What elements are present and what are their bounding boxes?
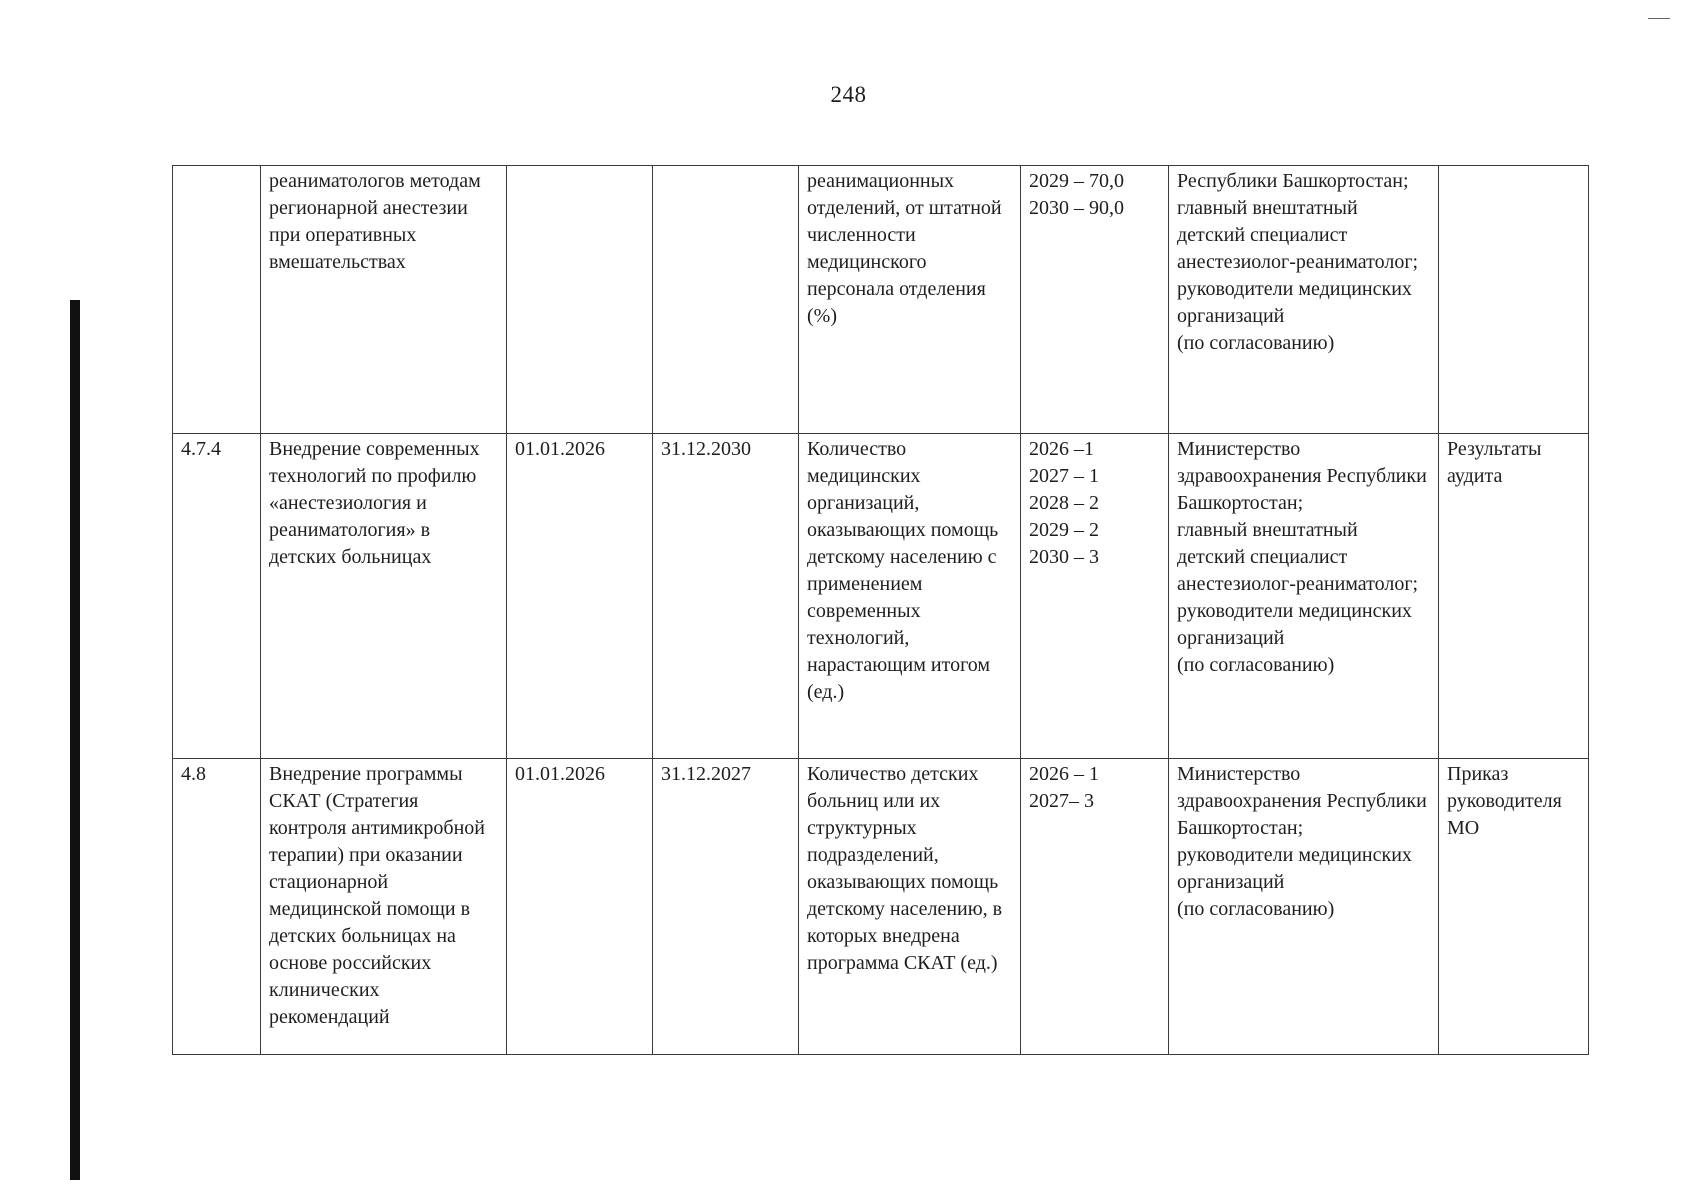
cell-start-date: 01.01.2026: [507, 759, 653, 1055]
cell-indicator: реанимационных отделений, от штатной численности медицинского персонала отделения (%): [799, 166, 1021, 434]
cell-values: 2026 –1 2027 – 1 2028 – 2 2029 – 2 2030 – 3: [1021, 434, 1169, 759]
cell-responsible: Министерство здравоохранения Республики Башкортостан; главный внештатный детский специалист анестезиолог-реаниматолог; руководители медицинских организаций (по согласованию): [1169, 434, 1439, 759]
cell-activity: Внедрение современных технологий по профилю «анестезиология и реаниматология» в детских больницах: [261, 434, 507, 759]
cell-activity: Внедрение программы СКАТ (Стратегия контроля антимикробной терапии) при оказании стационарной медицинской помощи в детских больницах на основе российских клинических рекомендаций: [261, 759, 507, 1055]
scan-edge-bar: [70, 300, 80, 1180]
cell-number: [173, 166, 261, 434]
cell-result: Результаты аудита: [1439, 434, 1589, 759]
cell-responsible: Республики Башкортостан; главный внештатный детский специалист анестезиолог-реаниматолог; руководители медицинских организаций (по согласованию): [1169, 166, 1439, 434]
cell-end-date: 31.12.2030: [653, 434, 799, 759]
cell-result: Приказ руководителя МО: [1439, 759, 1589, 1055]
cell-values: 2026 – 1 2027– 3: [1021, 759, 1169, 1055]
cell-values: 2029 – 70,0 2030 – 90,0: [1021, 166, 1169, 434]
scan-corner-mark: [1648, 18, 1670, 19]
cell-activity: реаниматологов методам регионарной анестезии при оперативных вмешательствах: [261, 166, 507, 434]
cell-result: [1439, 166, 1589, 434]
page-number: 248: [830, 82, 867, 107]
table-row: [173, 166, 1589, 434]
cell-indicator: Количество детских больниц или их структурных подразделений, оказывающих помощь детскому населению, в которых внедрена программа СКАТ (ед.): [799, 759, 1021, 1055]
table-row: [173, 434, 1589, 759]
cell-number: 4.8: [173, 759, 261, 1055]
cell-responsible: Министерство здравоохранения Республики Башкортостан; руководители медицинских организаций (по согласованию): [1169, 759, 1439, 1055]
cell-start-date: [507, 166, 653, 434]
table-row: [173, 759, 1589, 1055]
activity-table: [172, 165, 1589, 1055]
cell-number: 4.7.4: [173, 434, 261, 759]
cell-end-date: [653, 166, 799, 434]
cell-start-date: 01.01.2026: [507, 434, 653, 759]
cell-end-date: 31.12.2027: [653, 759, 799, 1055]
cell-indicator: Количество медицинских организаций, оказывающих помощь детскому населению с применением современных технологий, нарастающим итогом (ед.): [799, 434, 1021, 759]
